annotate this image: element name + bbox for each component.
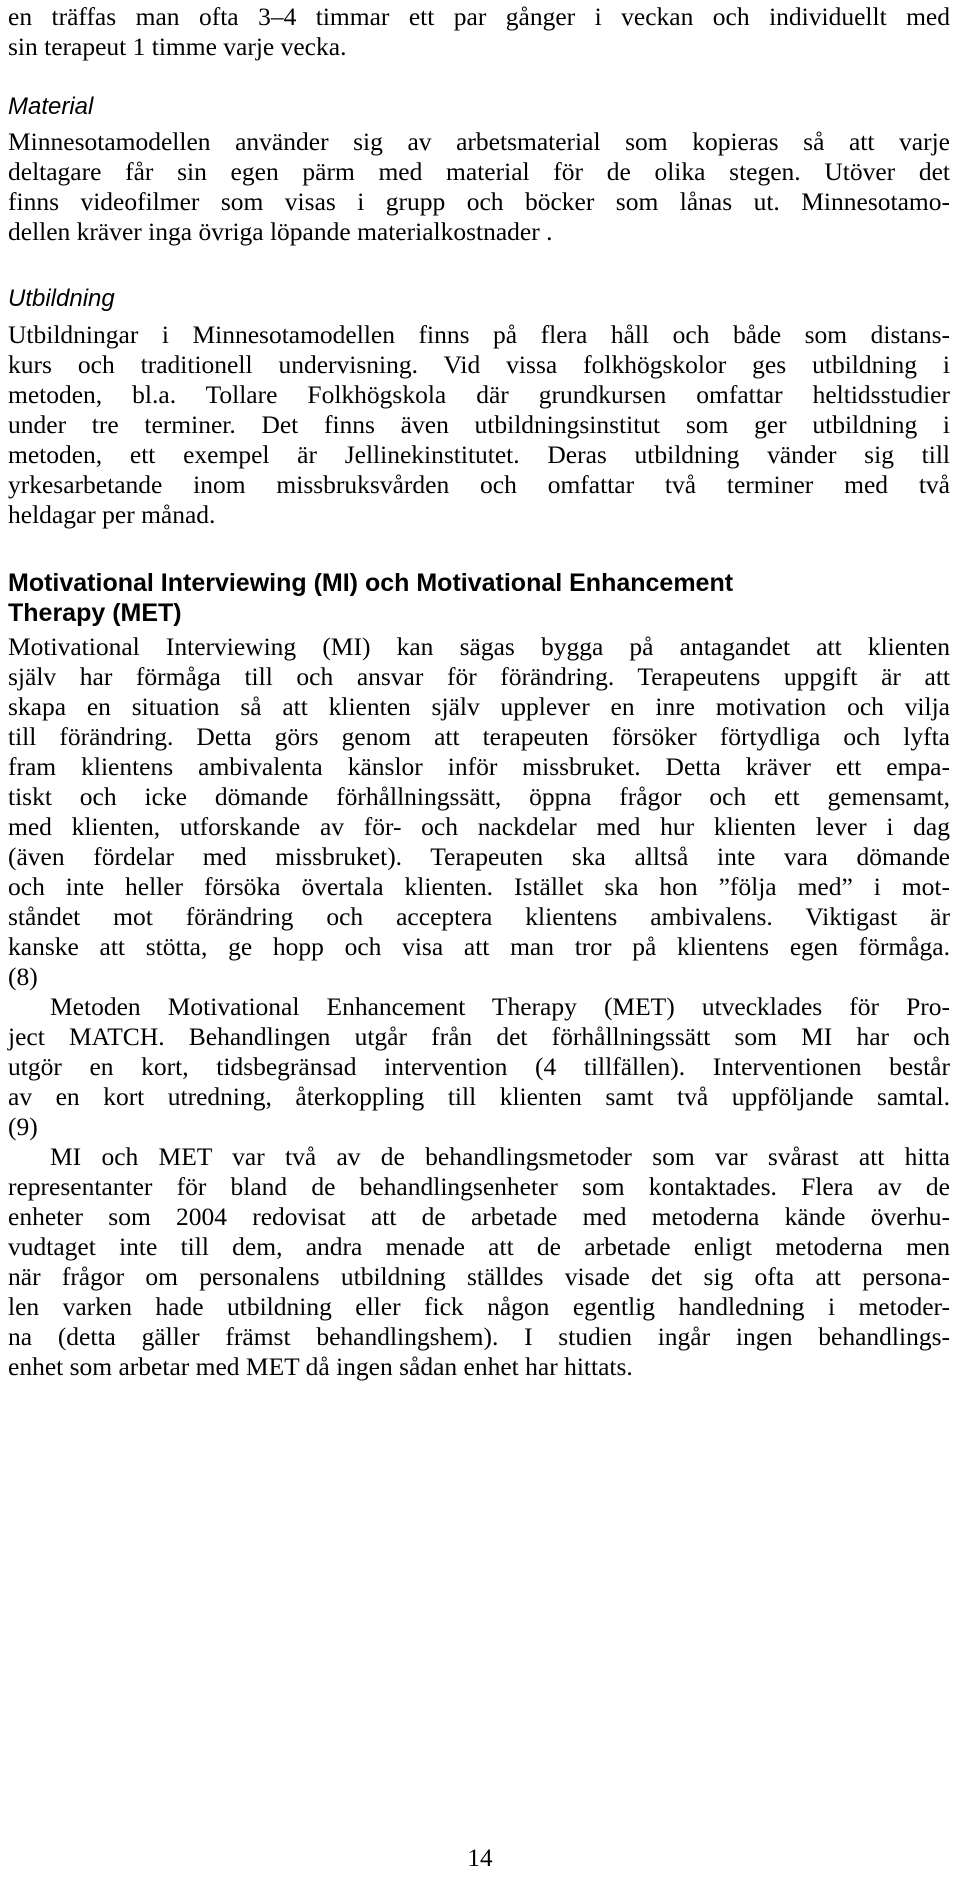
- paragraph-line: len varken hade utbildning eller fick någon egentlig handledning i metoder-: [8, 1292, 950, 1321]
- paragraph-line: under tre terminer. Det finns även utbildningsinstitut som ger utbildning i: [8, 410, 950, 439]
- paragraph-line: deltagare får sin egen pärm med material för de olika stegen. Utöver det: [8, 157, 950, 186]
- paragraph-line: med klienten, utforskande av för- och nackdelar med hur klienten lever i dag: [8, 812, 950, 841]
- section-heading-mi-met-cont: Therapy (MET): [8, 599, 182, 627]
- paragraph-line: enheter som 2004 redovisat att de arbetade med metoderna kände överhu-: [8, 1202, 950, 1231]
- intro-line: en träffas man ofta 3–4 timmar ett par gånger i veckan och individuellt med: [8, 2, 950, 31]
- paragraph-line: representanter för bland de behandlingsenheter som kontaktades. Flera av de: [8, 1172, 950, 1201]
- paragraph-line: fram klientens ambivalenta känslor inför missbruket. Detta kräver ett empa-: [8, 752, 950, 781]
- paragraph-line: tiskt och icke dömande förhållningssätt, öppna frågor och ett gemensamt,: [8, 782, 950, 811]
- paragraph-line: när frågor om personalens utbildning ställdes visade det sig ofta att persona-: [8, 1262, 950, 1291]
- paragraph-line: finns videofilmer som visas i grupp och böcker som lånas ut. Minnesotamo-: [8, 187, 950, 216]
- paragraph-line: heldagar per månad.: [8, 500, 216, 529]
- paragraph-line: av en kort utredning, återkoppling till klienten samt två uppföljande samtal.: [8, 1082, 950, 1111]
- paragraph-line: själv har förmåga till och ansvar för förändring. Terapeutens uppgift är att: [8, 662, 950, 691]
- paragraph-line: kurs och traditionell undervisning. Vid vissa folkhögskolor ges utbildning i: [8, 350, 950, 379]
- paragraph-line: Metoden Motivational Enhancement Therapy (MET) utvecklades för Pro-: [50, 992, 950, 1021]
- paragraph-line: utgör en kort, tidsbegränsad intervention (4 tillfällen). Interventionen består: [8, 1052, 950, 1081]
- paragraph-line: na (detta gäller främst behandlingshem). I studien ingår ingen behandlings-: [8, 1322, 950, 1351]
- paragraph-line: MI och MET var två av de behandlingsmetoder som var svårast att hitta: [50, 1142, 950, 1171]
- page-number: 14: [467, 1845, 493, 1872]
- paragraph-line: dellen kräver inga övriga löpande materialkostnader .: [8, 217, 553, 246]
- paragraph-line: metoden, ett exempel är Jellinekinstitutet. Deras utbildning vänder sig till: [8, 440, 950, 469]
- paragraph-line: Minnesotamodellen använder sig av arbetsmaterial som kopieras så att varje: [8, 127, 950, 156]
- paragraph-line: ject MATCH. Behandlingen utgår från det förhållningssätt som MI har och: [8, 1022, 950, 1051]
- paragraph-line: (även fördelar med missbruket). Terapeuten ska alltså inte vara dömande: [8, 842, 950, 871]
- paragraph-line: ståndet mot förändring och acceptera klientens ambivalens. Viktigast är: [8, 902, 950, 931]
- intro-line: sin terapeut 1 timme varje vecka.: [8, 32, 347, 61]
- paragraph-line: och inte heller försöka övertala klienten. Istället ska hon ”följa med” i mot-: [8, 872, 950, 901]
- paragraph-line: Utbildningar i Minnesotamodellen finns på flera håll och både som distans-: [8, 320, 950, 349]
- section-heading-mi-met: Motivational Interviewing (MI) och Motivational Enhancement: [8, 569, 734, 597]
- paragraph-line: (9): [8, 1112, 38, 1141]
- paragraph-line: skapa en situation så att klienten själv upplever en inre motivation och vilja: [8, 692, 950, 721]
- paragraph-line: till förändring. Detta görs genom att terapeuten försöker förtydliga och lyfta: [8, 722, 950, 751]
- paragraph-line: enhet som arbetar med MET då ingen sådan enhet har hittats.: [8, 1352, 633, 1381]
- paragraph-line: vudtaget inte till dem, andra menade att de arbetade enligt metoderna men: [8, 1232, 950, 1261]
- paragraph-line: kanske att stötta, ge hopp och visa att man tror på klientens egen förmåga.: [8, 932, 950, 961]
- paragraph-line: metoden, bl.a. Tollare Folkhögskola där grundkursen omfattar heltidsstudier: [8, 380, 950, 409]
- paragraph-line: yrkesarbetande inom missbruksvården och omfattar två terminer med två: [8, 470, 950, 499]
- section-heading-material: Material: [8, 93, 94, 120]
- paragraph-line: Motivational Interviewing (MI) kan sägas bygga på antagandet att klienten: [8, 632, 950, 661]
- section-heading-utbildning: Utbildning: [8, 285, 115, 312]
- paragraph-line: (8): [8, 962, 38, 991]
